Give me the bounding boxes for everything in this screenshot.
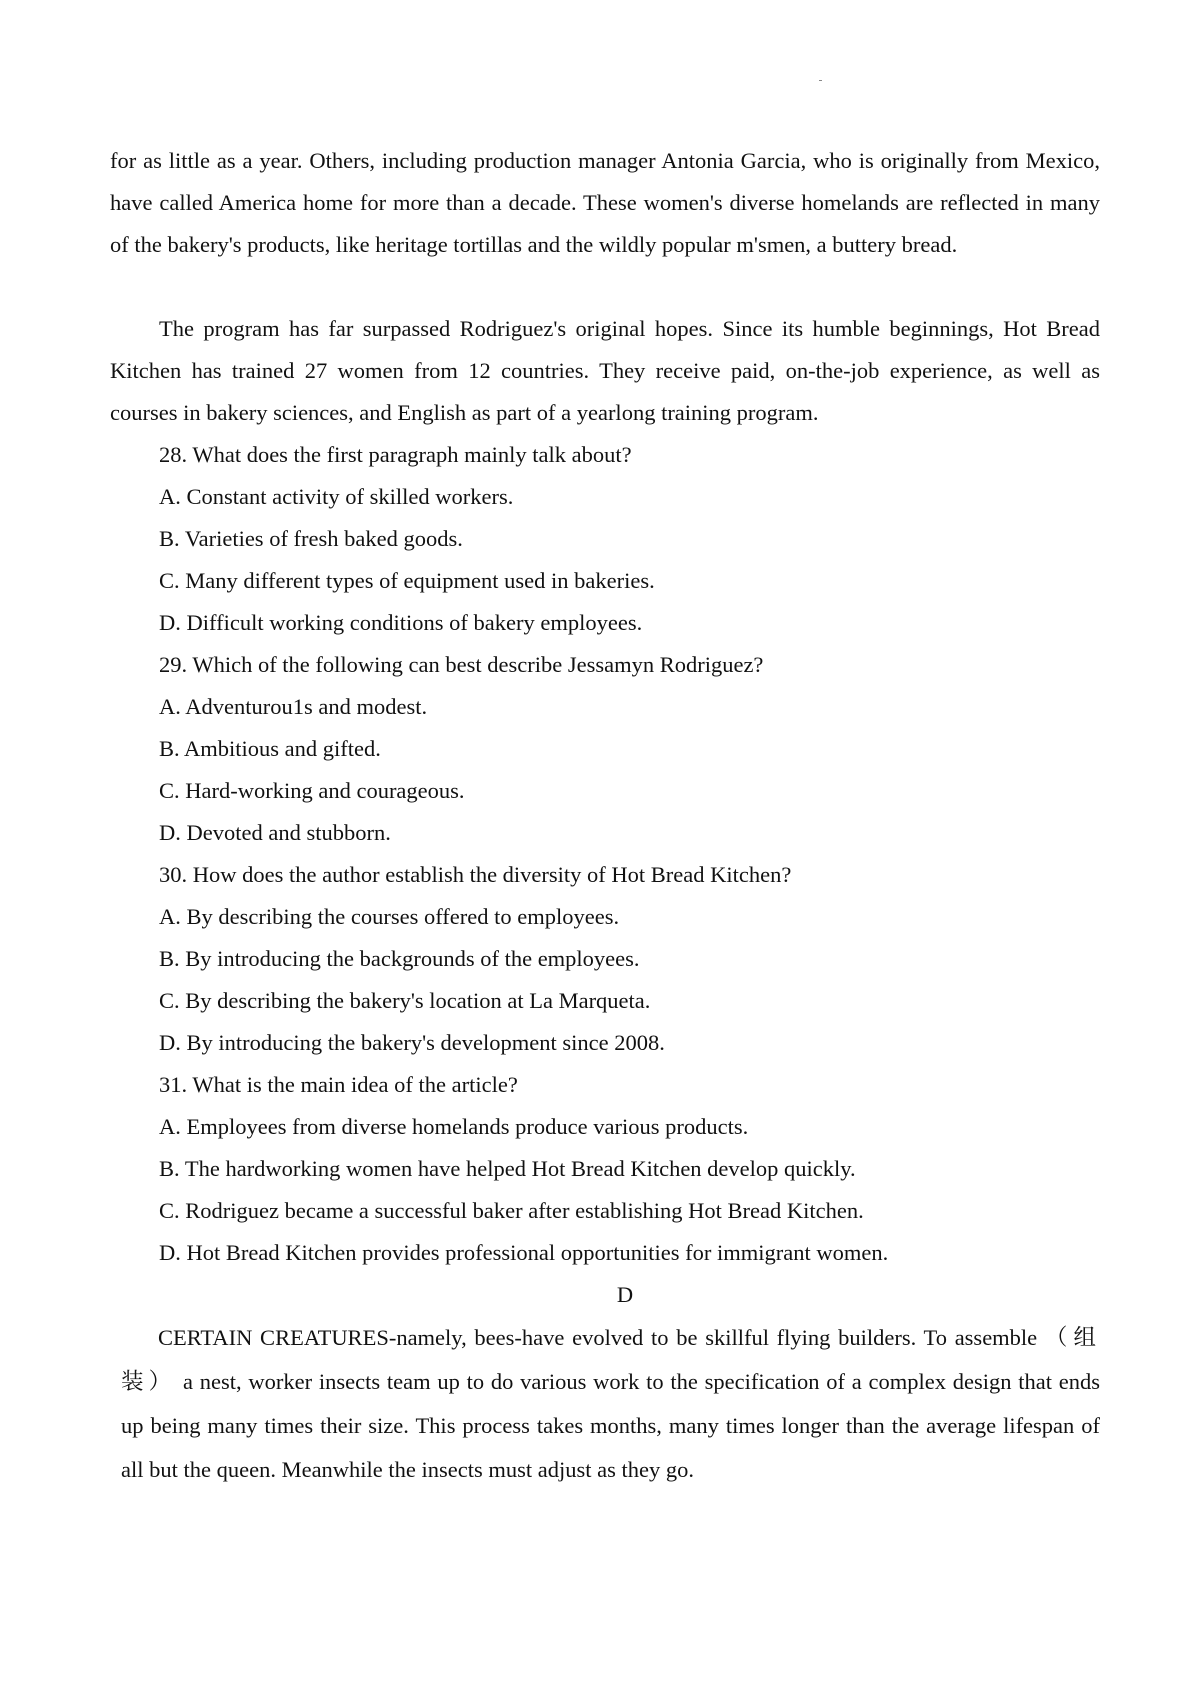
question-31-option-d: D. Hot Bread Kitchen provides professional opportunities for immigrant women. <box>159 1240 889 1265</box>
question-31-option-b: B. The hardworking women have helped Hot Bread Kitchen develop quickly. <box>159 1156 856 1181</box>
passage-d-heading: D <box>616 1282 634 1307</box>
question-30-option-a: A. By describing the courses offered to employees. <box>159 904 620 929</box>
question-29-option-b: B. Ambitious and gifted. <box>159 736 381 761</box>
question-28-option-b: B. Varieties of fresh baked goods. <box>159 526 463 551</box>
question-29-option-a: A. Adventurou1s and modest. <box>159 694 428 719</box>
question-31-option-c: C. Rodriguez became a successful baker after establishing Hot Bread Kitchen. <box>159 1198 864 1223</box>
question-31-stem: 31. What is the main idea of the article? <box>159 1072 518 1097</box>
question-30-option-c: C. By describing the bakery's location at La Marqueta. <box>159 988 651 1013</box>
question-28-option-c: C. Many different types of equipment used in bakeries. <box>159 568 655 593</box>
question-31-option-a: A. Employees from diverse homelands produce various products. <box>159 1114 749 1139</box>
scan-mark <box>819 80 822 81</box>
question-29-option-d: D. Devoted and stubborn. <box>159 820 391 845</box>
question-30-option-b: B. By introducing the backgrounds of the employees. <box>159 946 640 971</box>
question-28-option-a: A. Constant activity of skilled workers. <box>159 484 514 509</box>
chinese-gloss: （组装） <box>121 1325 1100 1395</box>
question-28-stem: 28. What does the first paragraph mainly talk about? <box>159 442 632 467</box>
passage-c-paragraph-1: for as little as a year. Others, including production manager Antonia Garcia, who is originally from Mexico, have called America home for more than a decade. These women's diverse homelands are reflected in many of the bakery's products, like heritage tortillas and the wildly popular m'smen, a buttery bread. <box>110 148 1100 257</box>
question-29-stem: 29. Which of the following can best describe Jessamyn Rodriguez? <box>159 652 764 677</box>
passage-c-paragraph-2: The program has far surpassed Rodriguez's original hopes. Since its humble beginnings, Hot Bread Kitchen has trained 27 women from 12 countries. They receive paid, on-the-job experience, as well as courses in bakery sciences, and English as part of a yearlong training program. <box>110 316 1100 425</box>
question-30-stem: 30. How does the author establish the diversity of Hot Bread Kitchen? <box>159 862 792 887</box>
question-30-option-d: D. By introducing the bakery's development since 2008. <box>159 1030 665 1055</box>
question-29-option-c: C. Hard-working and courageous. <box>159 778 465 803</box>
passage-d-text-after-gloss: a nest, worker insects team up to do various work to the specification of a complex design that ends up being many times their size. This process takes months, many times longer than the average lifespan of all but the queen. Meanwhile the insects must adjust as they go. <box>121 1369 1100 1482</box>
passage-d-paragraph-1 <box>121 1316 1100 1492</box>
question-28-option-d: D. Difficult working conditions of bakery employees. <box>159 610 643 635</box>
passage-d-text-before-gloss: CERTAIN CREATURES-namely, bees-have evolved to be skillful flying builders. To assemble <box>158 1325 1038 1350</box>
